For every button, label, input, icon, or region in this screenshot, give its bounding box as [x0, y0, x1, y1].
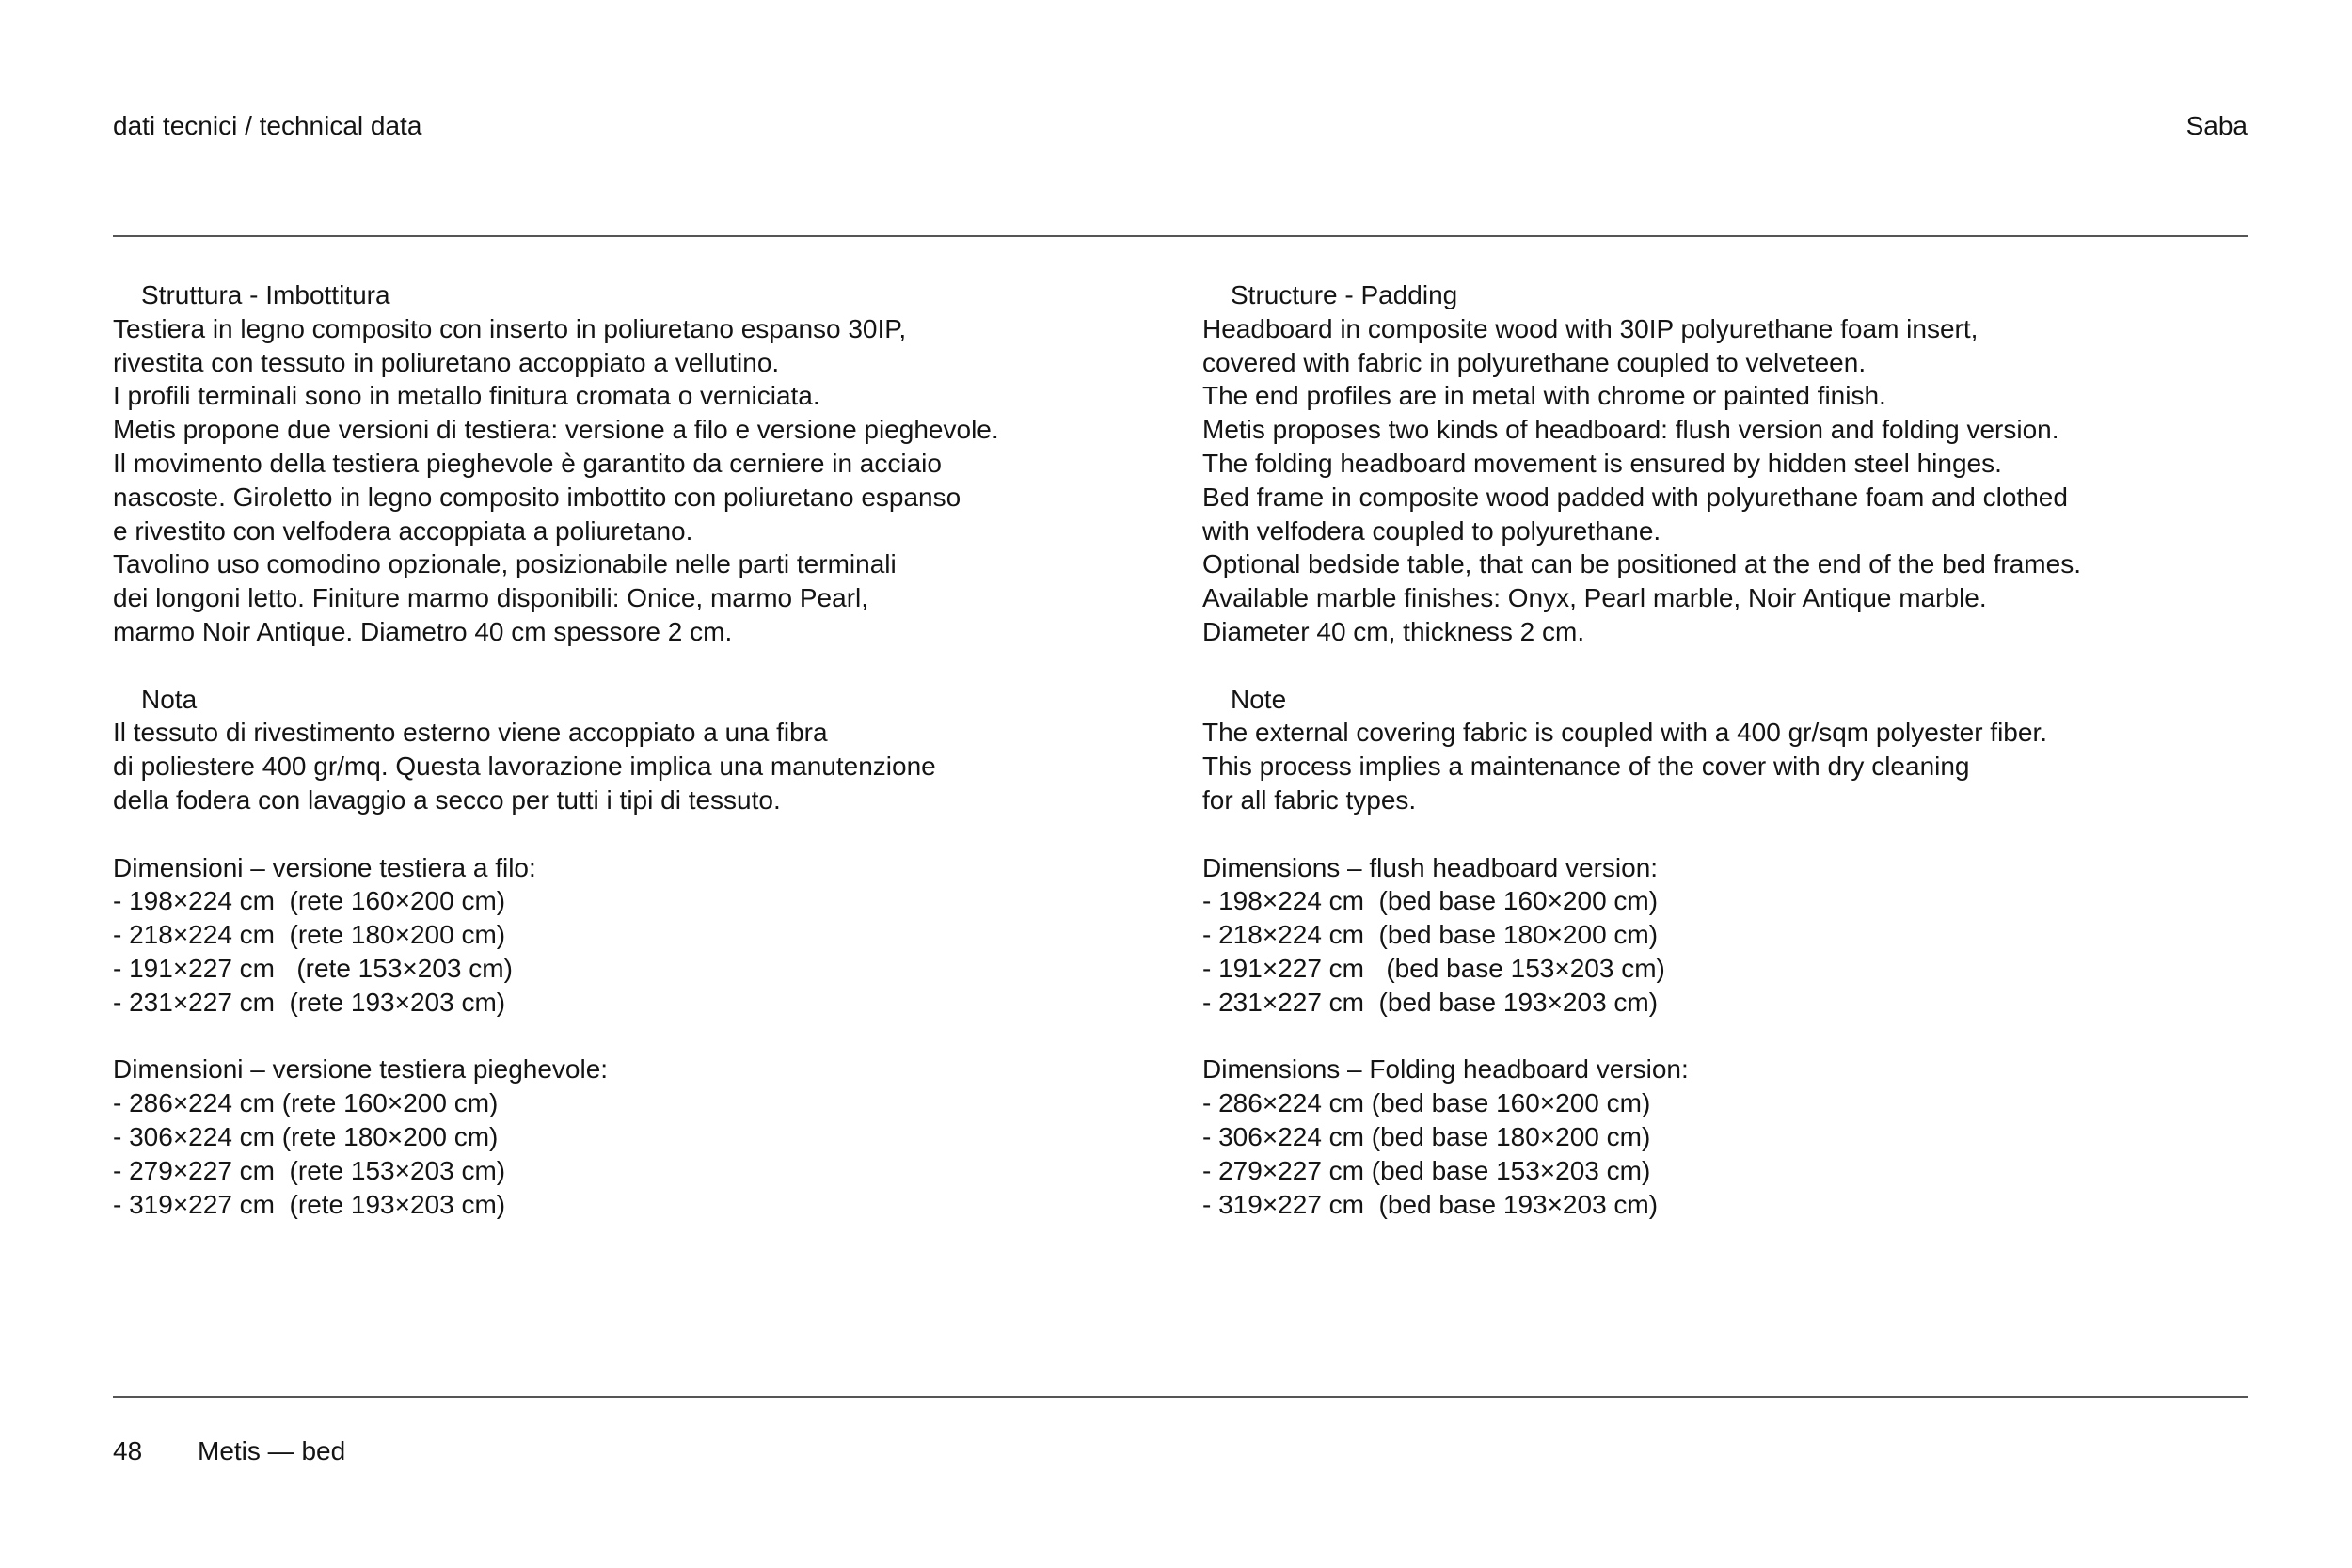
italian-column — [113, 278, 999, 1221]
text-line: Diameter 40 cm, thickness 2 cm. — [1202, 616, 1585, 646]
section-heading: Structure - Padding — [1231, 280, 1458, 309]
section-spacer — [1202, 817, 2081, 851]
text-line: - 191×227 cm (bed base 153×203 cm) — [1202, 953, 1665, 983]
text-line: e rivestito con velfodera accoppiata a poliuretano. — [113, 515, 693, 546]
text-line: - 319×227 cm (bed base 193×203 cm) — [1202, 1189, 1659, 1219]
text-line: della fodera con lavaggio a secco per tutti i tipi di tessuto. — [113, 784, 781, 815]
section-title: dati tecnici / technical data — [113, 111, 422, 140]
text-line: - 319×227 cm (rete 193×203 cm) — [113, 1189, 506, 1219]
text-line: - 231×227 cm (rete 193×203 cm) — [113, 987, 506, 1017]
text-line: Metis proposes two kinds of headboard: flush version and folding version. — [1202, 415, 2059, 445]
text-line: - 306×224 cm (bed base 180×200 cm) — [1202, 1121, 1651, 1151]
text-line: Il tessuto di rivestimento esterno viene accoppiato a una fibra — [113, 718, 828, 748]
text-line: di poliestere 400 gr/mq. Questa lavorazione implica una manutenzione — [113, 752, 936, 782]
text-line: The folding headboard movement is ensured by hidden steel hinges. — [1202, 448, 2002, 478]
page-number: 48 — [113, 1436, 143, 1465]
text-line: Tavolino uso comodino opzionale, posizionabile nelle parti terminali — [113, 549, 897, 579]
footer — [113, 1436, 345, 1466]
text-line: for all fabric types. — [1202, 784, 1417, 815]
text-line: Bed frame in composite wood padded with polyurethane foam and clothed — [1202, 482, 2068, 512]
text-line: Dimensioni – versione testiera pieghevole: — [113, 1054, 609, 1085]
header-divider — [113, 235, 2248, 237]
text-line: Available marble finishes: Onyx, Pearl marble, Noir Antique marble. — [1202, 583, 1987, 613]
text-line: - 279×227 cm (bed base 153×203 cm) — [1202, 1155, 1651, 1185]
footer-title: Metis — bed — [198, 1436, 346, 1465]
section-spacer — [1202, 1020, 2081, 1053]
section-spacer — [113, 649, 999, 683]
text-line: This process implies a maintenance of the cover with dry cleaning — [1202, 752, 1970, 782]
text-line: Dimensioni – versione testiera a filo: — [113, 852, 536, 882]
text-line: - 306×224 cm (rete 180×200 cm) — [113, 1121, 499, 1151]
text-line: rivestita con tessuto in poliuretano accoppiato a vellutino. — [113, 347, 780, 377]
section-spacer — [1202, 649, 2081, 683]
text-line: Il movimento della testiera pieghevole è garantito da cerniere in acciaio — [113, 448, 942, 478]
text-line: The external covering fabric is coupled with a 400 gr/sqm polyester fiber. — [1202, 718, 2048, 748]
section-heading: Nota — [141, 684, 198, 714]
text-line: The end profiles are in metal with chrome or painted finish. — [1202, 381, 1886, 411]
text-line: I profili terminali sono in metallo finitura cromata o verniciata. — [113, 381, 820, 411]
text-line: Optional bedside table, that can be positioned at the end of the bed frames. — [1202, 549, 2081, 579]
footer-divider — [113, 1396, 2248, 1398]
text-line: - 198×224 cm (rete 160×200 cm) — [113, 886, 506, 916]
section-heading: Note — [1231, 684, 1287, 714]
text-line: Headboard in composite wood with 30IP polyurethane foam insert, — [1202, 313, 1979, 343]
section-spacer — [113, 1020, 999, 1053]
text-line: Metis propone due versioni di testiera: versione a filo e versione pieghevole. — [113, 415, 999, 445]
text-line: Dimensions – flush headboard version: — [1202, 852, 1659, 882]
text-line: - 191×227 cm (rete 153×203 cm) — [113, 953, 513, 983]
text-line: dei longoni letto. Finiture marmo disponibili: Onice, marmo Pearl, — [113, 583, 869, 613]
text-line: - 231×227 cm (bed base 193×203 cm) — [1202, 987, 1659, 1017]
brand-name: Saba — [2185, 111, 2248, 140]
text-line: - 279×227 cm (rete 153×203 cm) — [113, 1155, 506, 1185]
text-line: - 286×224 cm (rete 160×200 cm) — [113, 1088, 499, 1118]
text-line: - 218×224 cm (bed base 180×200 cm) — [1202, 920, 1659, 950]
section-heading: Struttura - Imbottitura — [141, 280, 390, 309]
text-line: - 198×224 cm (bed base 160×200 cm) — [1202, 886, 1659, 916]
text-line: with velfodera coupled to polyurethane. — [1202, 515, 1661, 546]
text-line: - 218×224 cm (rete 180×200 cm) — [113, 920, 506, 950]
text-line: covered with fabric in polyurethane coupled to velveteen. — [1202, 347, 1867, 377]
section-spacer — [113, 817, 999, 851]
text-line: Testiera in legno composito con inserto in poliuretano espanso 30IP, — [113, 313, 907, 343]
text-line: marmo Noir Antique. Diametro 40 cm spessore 2 cm. — [113, 616, 733, 646]
text-line: nascoste. Giroletto in legno composito imbottito con poliuretano espanso — [113, 482, 961, 512]
english-column — [1202, 278, 2081, 1221]
text-line: - 286×224 cm (bed base 160×200 cm) — [1202, 1088, 1651, 1118]
text-line: Dimensions – Folding headboard version: — [1202, 1054, 1689, 1085]
